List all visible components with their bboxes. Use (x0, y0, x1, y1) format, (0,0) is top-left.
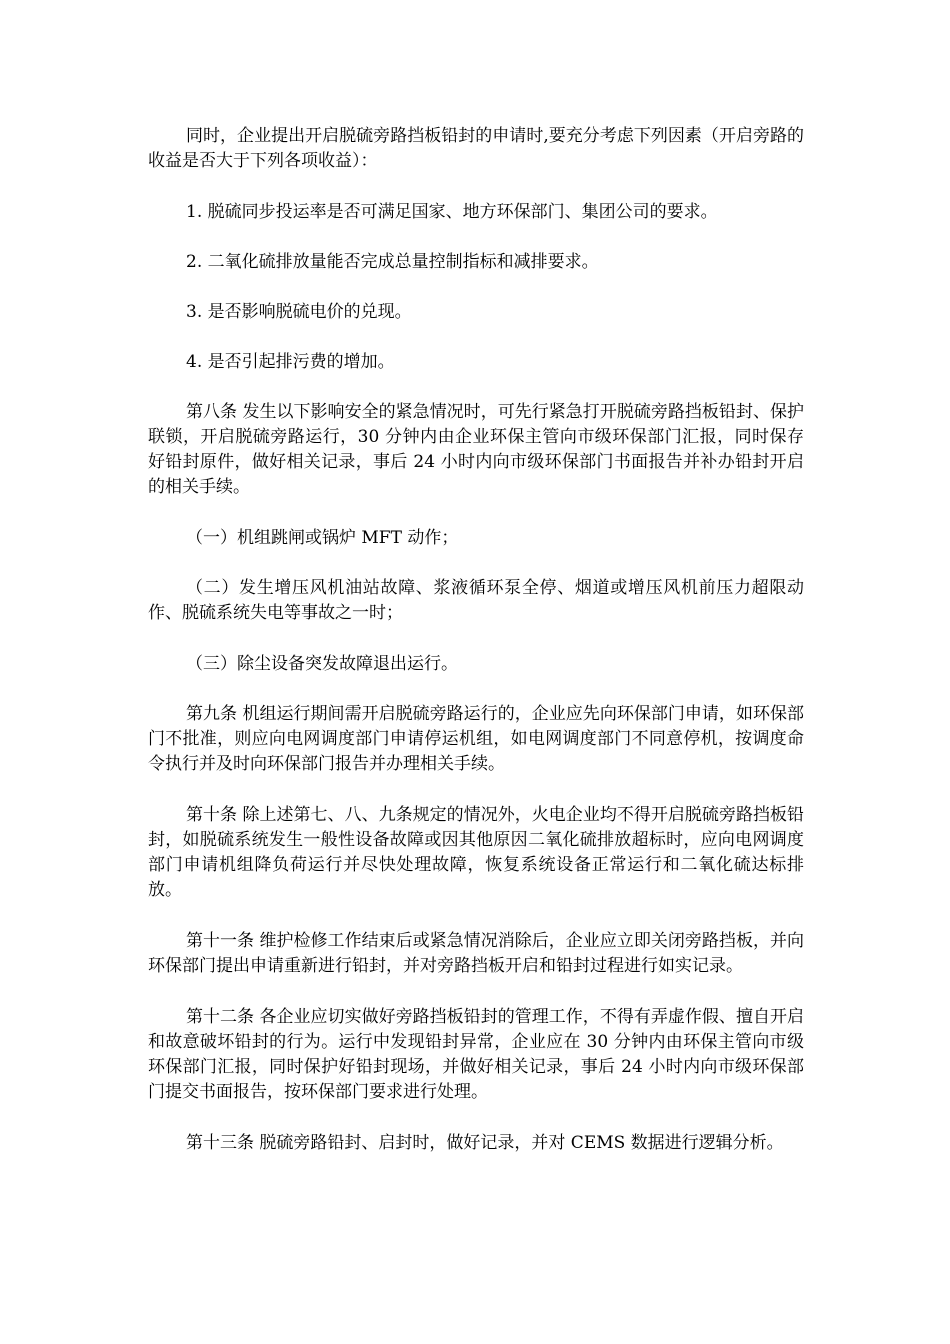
list-item-4: 4. 是否引起排污费的增加。 (186, 352, 395, 372)
intro-paragraph: 同时，企业提出开启脱硫旁路挡板铅封的申请时,要充分考虑下列因素（开启旁路的收益是否大于下列各项收益）： (148, 126, 804, 171)
article-11-paragraph: 第十一条 维护检修工作结束后或紧急情况消除后，企业应立即关闭旁路挡板，并向环保部门提出申请重新进行铅封，并对旁路挡板开启和铅封过程进行如实记录。 (148, 931, 804, 976)
document-body (148, 124, 804, 1182)
emergency-item-2: （二）发生增压风机油站故障、浆液循环泵全停、烟道或增压风机前压力超限动作、脱硫系统失电等事故之一时； (148, 578, 804, 623)
article-10-paragraph: 第十条 除上述第七、八、九条规定的情况外，火电企业均不得开启脱硫旁路挡板铅封，如脱硫系统发生一般性设备故障或因其他原因二氧化硫排放超标时，应向电网调度部门申请机组降负荷运行并尽快处理故障，恢复系统设备正常运行和二氧化硫达标排放。 (148, 805, 804, 900)
article-12-paragraph: 第十二条 各企业应切实做好旁路挡板铅封的管理工作，不得有弄虚作假、擅自开启和故意破坏铅封的行为。运行中发现铅封异常，企业应在 30 分钟内由环保主管向市级环保部门汇报，同时保护好铅封现场，并做好相关记录，事后 24 小时内向市级环保部门提交书面报告，按环保部门要求进行处理。 (148, 1007, 804, 1102)
article-8-paragraph: 第八条 发生以下影响安全的紧急情况时，可先行紧急打开脱硫旁路挡板铅封、保护联锁，开启脱硫旁路运行，30 分钟内由企业环保主管向市级环保部门汇报，同时保存好铅封原件，做好相关记录，事后 24 小时内向市级环保部门书面报告并补办铅封开启的相关手续。 (148, 402, 804, 497)
article-9-paragraph: 第九条 机组运行期间需开启脱硫旁路运行的，企业应先向环保部门申请，如环保部门不批准，则应向电网调度部门申请停运机组，如电网调度部门不同意停机，按调度命令执行并及时向环保部门报告并办理相关手续。 (148, 704, 804, 774)
list-item-1: 1. 脱硫同步投运率是否可满足国家、地方环保部门、集团公司的要求。 (186, 202, 718, 222)
list-item-3: 3. 是否影响脱硫电价的兑现。 (186, 302, 412, 322)
article-13-paragraph: 第十三条 脱硫旁路铅封、启封时，做好记录，并对 CEMS 数据进行逻辑分析。 (186, 1133, 784, 1153)
emergency-item-3: （三）除尘设备突发故障退出运行。 (186, 654, 458, 674)
list-item-2: 2. 二氧化硫排放量能否完成总量控制指标和减排要求。 (186, 252, 599, 272)
emergency-item-1: （一）机组跳闸或锅炉 MFT 动作； (186, 528, 459, 548)
